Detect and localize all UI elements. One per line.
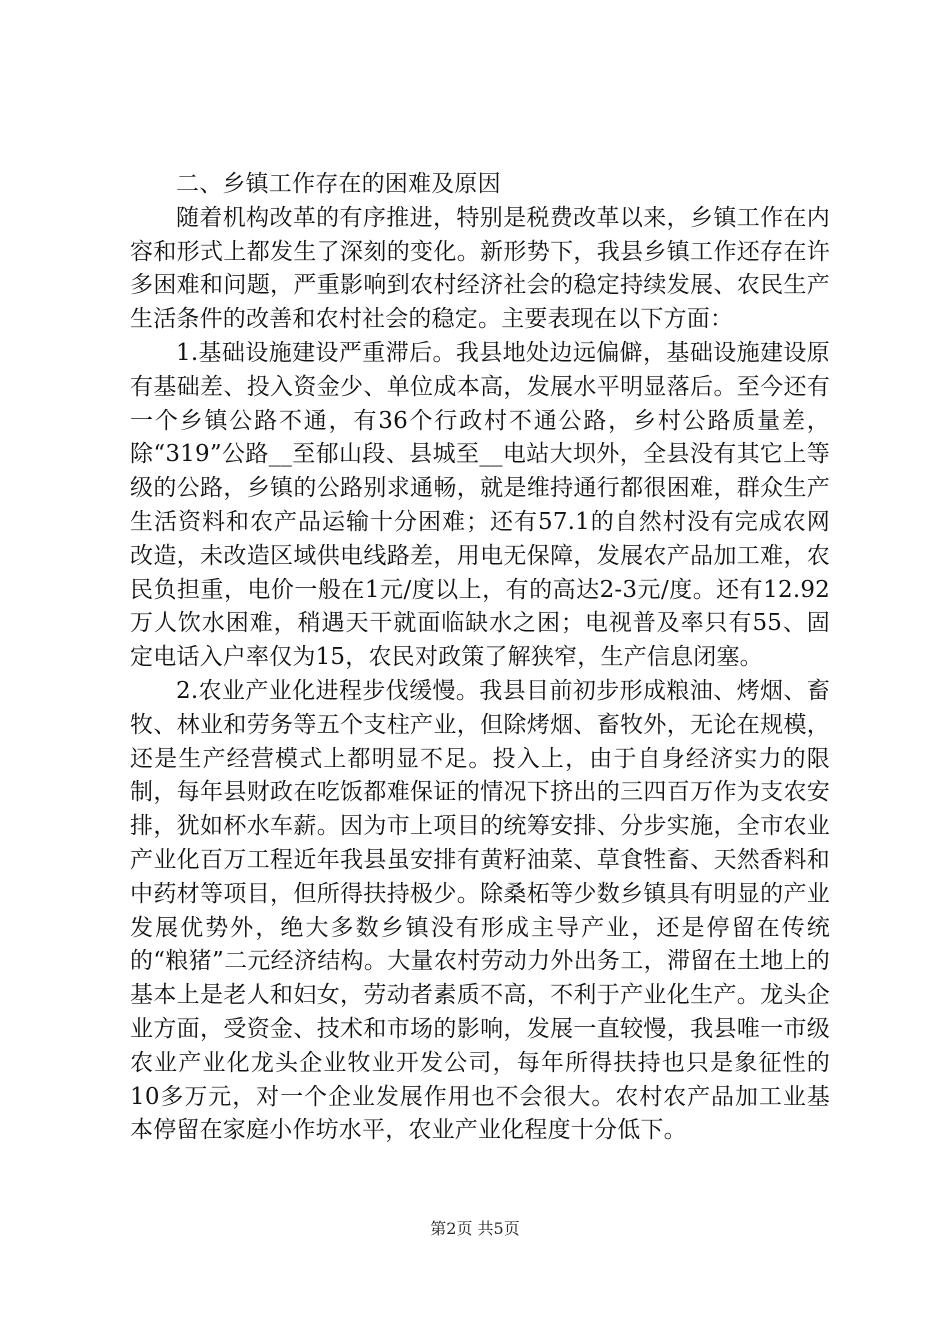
paragraph-infrastructure: 1.基础设施建设严重滞后。我县地处边远偏僻，基础设施建设原有基础差、投入资金少、单位成本高，发展水平明显落后。至今还有一个乡镇公路不通，有36个行政村不通公路，乡村公路质量差，除“319”公路__至郁山段、县城至__电站大坝外，全县没有其它上等级的公路，乡镇的公路别求通畅，就是维持通行都很困难，群众生产生活资料和农产品运输十分困难；还有57.1的自然村没有完成农网改造，未改造区域供电线路差，用电无保障，发展农产品加工难，农民负担重，电价一般在1元/度以上，有的高达2-3元/度。还有12.92万人饮水困难，稍遇天干就面临缺水之困；电视普及率只有55、固定电话入户率仅为15，农民对政策了解狭窄，生产信息闭塞。 [130, 339, 830, 671]
paragraph-agriculture: 2.农业产业化进程步伐缓慢。我县目前初步形成粮油、烤烟、畜牧、林业和劳务等五个支柱产业，但除烤烟、畜牧外，无论在规模，还是生产经营模式上都明显不足。投入上，由于自身经济实力的限制，每年县财政在吃饭都难保证的情况下挤出的三四百万作为支农安排，犹如杯水车薪。因为市上项目的统筹安排、分步实施，全市农业产业化百万工程近年我县虽安排有黄籽油菜、草食牲畜、天然香料和中药材等项目，但所得扶持极少。除桑柘等少数乡镇具有明显的产业发展优势外，绝大多数乡镇没有形成主导产业，还是停留在传统的“粮猪”二元经济结构。大量农村劳动力外出务工，滞留在土地上的基本上是老人和妇女，劳动者素质不高，不利于产业化生产。龙头企业方面，受资金、技术和市场的影响，发展一直较慢，我县唯一市级农业产业化龙头企业牧业开发公司，每年所得扶持也只是象征性的10多万元，对一个企业发展作用也不会很大。农村农产品加工业基本停留在家庭小作坊水平，农业产业化程度十分低下。 [130, 677, 830, 1144]
section-heading: 二、乡镇工作存在的困难及原因 [176, 171, 501, 197]
document-body [130, 168, 830, 1148]
paragraph-intro: 随着机构改革的有序推进，特别是税费改革以来，乡镇工作在内容和形式上都发生了深刻的变化。新形势下，我县乡镇工作还存在许多困难和问题，严重影响到农村经济社会的稳定持续发展、农民生产生活条件的改善和农村社会的稳定。主要表现在以下方面： [130, 204, 830, 333]
page-footer: 第2页 共5页 [430, 1219, 520, 1238]
